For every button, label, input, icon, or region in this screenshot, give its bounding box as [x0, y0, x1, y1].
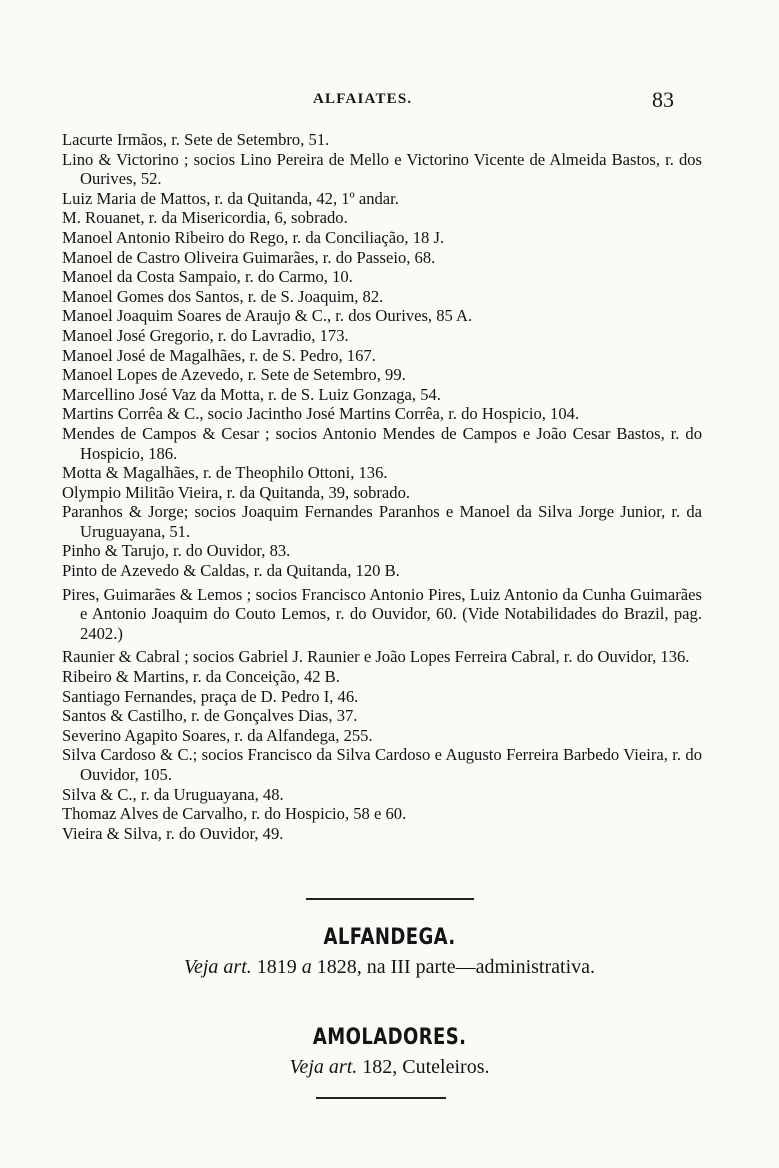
entry-lino-victorino: Lino & Victorino ; socios Lino Pereira de Mello e Victorino Vicente de Almeida Bastos, r. dos Ourives, 52. — [62, 149, 702, 189]
entry-manoel-castro: Manoel de Castro Oliveira Guimarães, r. do Passeio, 68. — [62, 247, 436, 267]
amoladores-heading: AMOLADORES. — [312, 1025, 467, 1050]
entry-manoel-joaquim: Manoel Joaquim Soares de Araujo & C., r. dos Ourives, 85 A. — [62, 306, 473, 326]
directory-entries — [62, 130, 702, 843]
entry-pinto-azevedo: Pinto de Azevedo & Caldas, r. da Quitanda, 120 B. — [62, 561, 400, 581]
entry-santos-castilho: Santos & Castilho, r. de Gonçalves Dias, 37. — [62, 706, 358, 726]
amoladores-ref-rest: 182, Cuteleiros. — [362, 1056, 490, 1078]
entry-olympio: Olympio Militão Vieira, r. da Quitanda, 39, sobrado. — [62, 482, 411, 502]
alfandega-ref-from: 1819 — [256, 956, 297, 978]
alfandega-ref-prefix: Veja art. — [183, 956, 252, 978]
page-number: 83 — [652, 87, 674, 112]
entry-silva-c: Silva & C., r. da Uruguayana, 48. — [62, 784, 284, 804]
section-alfandega — [0, 925, 779, 979]
entry-manoel-antonio: Manoel Antonio Ribeiro do Rego, r. da Conciliação, 18 J. — [62, 227, 445, 247]
amoladores-reference — [0, 1056, 779, 1079]
alfandega-ref-rest: 1828, na III parte—administrativa. — [316, 956, 596, 978]
running-head-title: ALFAIATES. — [313, 91, 413, 107]
entry-silva-cardoso: Silva Cardoso & C.; socios Francisco da Silva Cardoso e Augusto Ferreira Barbedo Vieira, r. do Ouvidor, 105. — [62, 745, 702, 784]
entry-severino: Severino Agapito Soares, r. da Alfandega, 255. — [62, 725, 373, 745]
running-head — [0, 87, 779, 113]
entry-pinho-tarujo: Pinho & Tarujo, r. do Ouvidor, 83. — [62, 541, 291, 561]
entry-luiz-maria: Luiz Maria de Mattos, r. da Quitanda, 42, 1º andar. — [62, 188, 399, 208]
entry-raunier-cabral: Raunier & Cabral ; socios Gabriel J. Raunier e João Lopes Ferreira Cabral, r. do Ouvidor, 136. — [62, 647, 690, 667]
alfandega-reference — [0, 956, 779, 979]
entry-martins-correa: Martins Corrêa & C., socio Jacintho José Martins Corrêa, r. do Hospicio, 104. — [62, 404, 580, 424]
section-divider-top — [306, 898, 474, 900]
amoladores-ref-prefix: Veja art. — [289, 1056, 358, 1078]
alfandega-heading: ALFANDEGA. — [323, 925, 456, 950]
entry-manoel-lopes: Manoel Lopes de Azevedo, r. Sete de Setembro, 99. — [62, 365, 406, 385]
entry-santiago: Santiago Fernandes, praça de D. Pedro I, 46. — [62, 686, 359, 706]
entry-vieira-silva: Vieira & Silva, r. do Ouvidor, 49. — [62, 823, 284, 843]
entry-ribeiro-martins: Ribeiro & Martins, r. da Conceição, 42 B. — [62, 667, 340, 687]
entry-paranhos-jorge: Paranhos & Jorge; socios Joaquim Fernandes Paranhos e Manoel da Silva Jorge Junior, r. da Uruguayana, 51. — [62, 502, 702, 541]
alfandega-ref-a: a — [301, 956, 312, 978]
entry-lacurte: Lacurte Irmãos, r. Sete de Setembro, 51. — [62, 130, 330, 149]
entry-mendes-campos: Mendes de Campos & Cesar ; socios Antonio Mendes de Campos e João Cesar Bastos, r. do Hospicio, 186. — [62, 423, 702, 463]
entry-manoel-gregorio: Manoel José Gregorio, r. do Lavradio, 173. — [62, 325, 349, 345]
entry-thomaz-alves: Thomaz Alves de Carvalho, r. do Hospicio, 58 e 60. — [62, 804, 407, 824]
entry-motta-magalhaes: Motta & Magalhães, r. de Theophilo Ottoni, 136. — [62, 463, 388, 483]
entry-pires-guimaraes: Pires, Guimarães & Lemos ; socios Francisco Antonio Pires, Luiz Antonio da Cunha Guimarães e Antonio Joaquim do Couto Lemos, r. do Ouvidor, 60. (Vide Notabilidades do Brazil, pag. 2402.) — [62, 584, 702, 643]
section-amoladores — [0, 1025, 779, 1079]
section-divider-bottom — [316, 1097, 446, 1099]
entry-marcellino: Marcellino José Vaz da Motta, r. de S. Luiz Gonzaga, 54. — [62, 384, 441, 404]
entry-manoel-gomes: Manoel Gomes dos Santos, r. de S. Joaquim, 82. — [62, 286, 384, 306]
entry-manoel-magalhaes: Manoel José de Magalhães, r. de S. Pedro, 167. — [62, 345, 376, 365]
entry-manoel-costa: Manoel da Costa Sampaio, r. do Carmo, 10. — [62, 267, 353, 287]
entry-rouanet: M. Rouanet, r. da Misericordia, 6, sobrado. — [62, 208, 348, 228]
